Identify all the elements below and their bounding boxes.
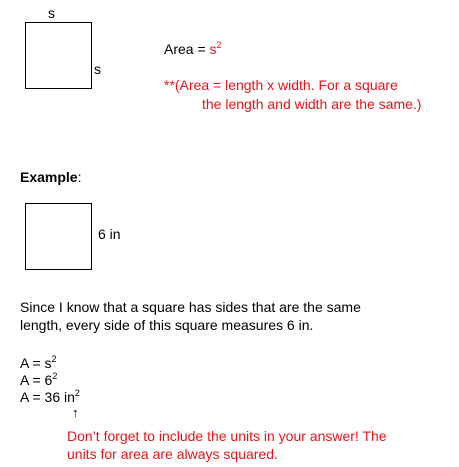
explanation-paragraph (20, 298, 361, 334)
step-1 (20, 356, 57, 370)
step-3-base: 36 in (44, 389, 75, 405)
example-heading (20, 170, 81, 184)
right-side-label: s (94, 61, 101, 77)
step-1-prefix: A = (20, 355, 45, 371)
step-2-base: 6 (44, 372, 53, 388)
top-side-label: s (48, 5, 55, 21)
step-3-exponent: 2 (74, 388, 80, 398)
units-reminder-line1: Don’t forget to include the units in your answer! The (67, 428, 387, 444)
area-formula-base: s (209, 41, 217, 57)
step-2-prefix: A = (20, 372, 45, 388)
area-formula (164, 42, 222, 56)
formula-note-line2: the length and width are the same.) (202, 96, 422, 112)
step-1-base: s (44, 355, 52, 371)
example-heading-colon: : (77, 169, 82, 185)
step-3 (20, 390, 80, 404)
example-side-label: 6 in (98, 226, 121, 242)
example-heading-text: Example (20, 169, 78, 185)
units-reminder (67, 427, 387, 463)
units-reminder-line2: units for area are always squared. (67, 446, 278, 462)
explanation-line2: length, every side of this square measures 6 in. (20, 317, 314, 333)
example-square (25, 203, 92, 270)
step-3-prefix: A = (20, 389, 45, 405)
step-2 (20, 373, 57, 387)
step-2-exponent: 2 (52, 371, 58, 381)
area-formula-prefix: Area = (164, 41, 210, 57)
step-1-exponent: 2 (51, 354, 57, 364)
explanation-line1: Since I know that a square has sides that are the same (20, 299, 361, 315)
area-formula-exponent: 2 (216, 40, 222, 50)
up-arrow-icon: ↑ (72, 405, 79, 420)
square-diagram (25, 22, 92, 89)
formula-note-line1: **(Area = length x width. For a square (164, 77, 398, 93)
